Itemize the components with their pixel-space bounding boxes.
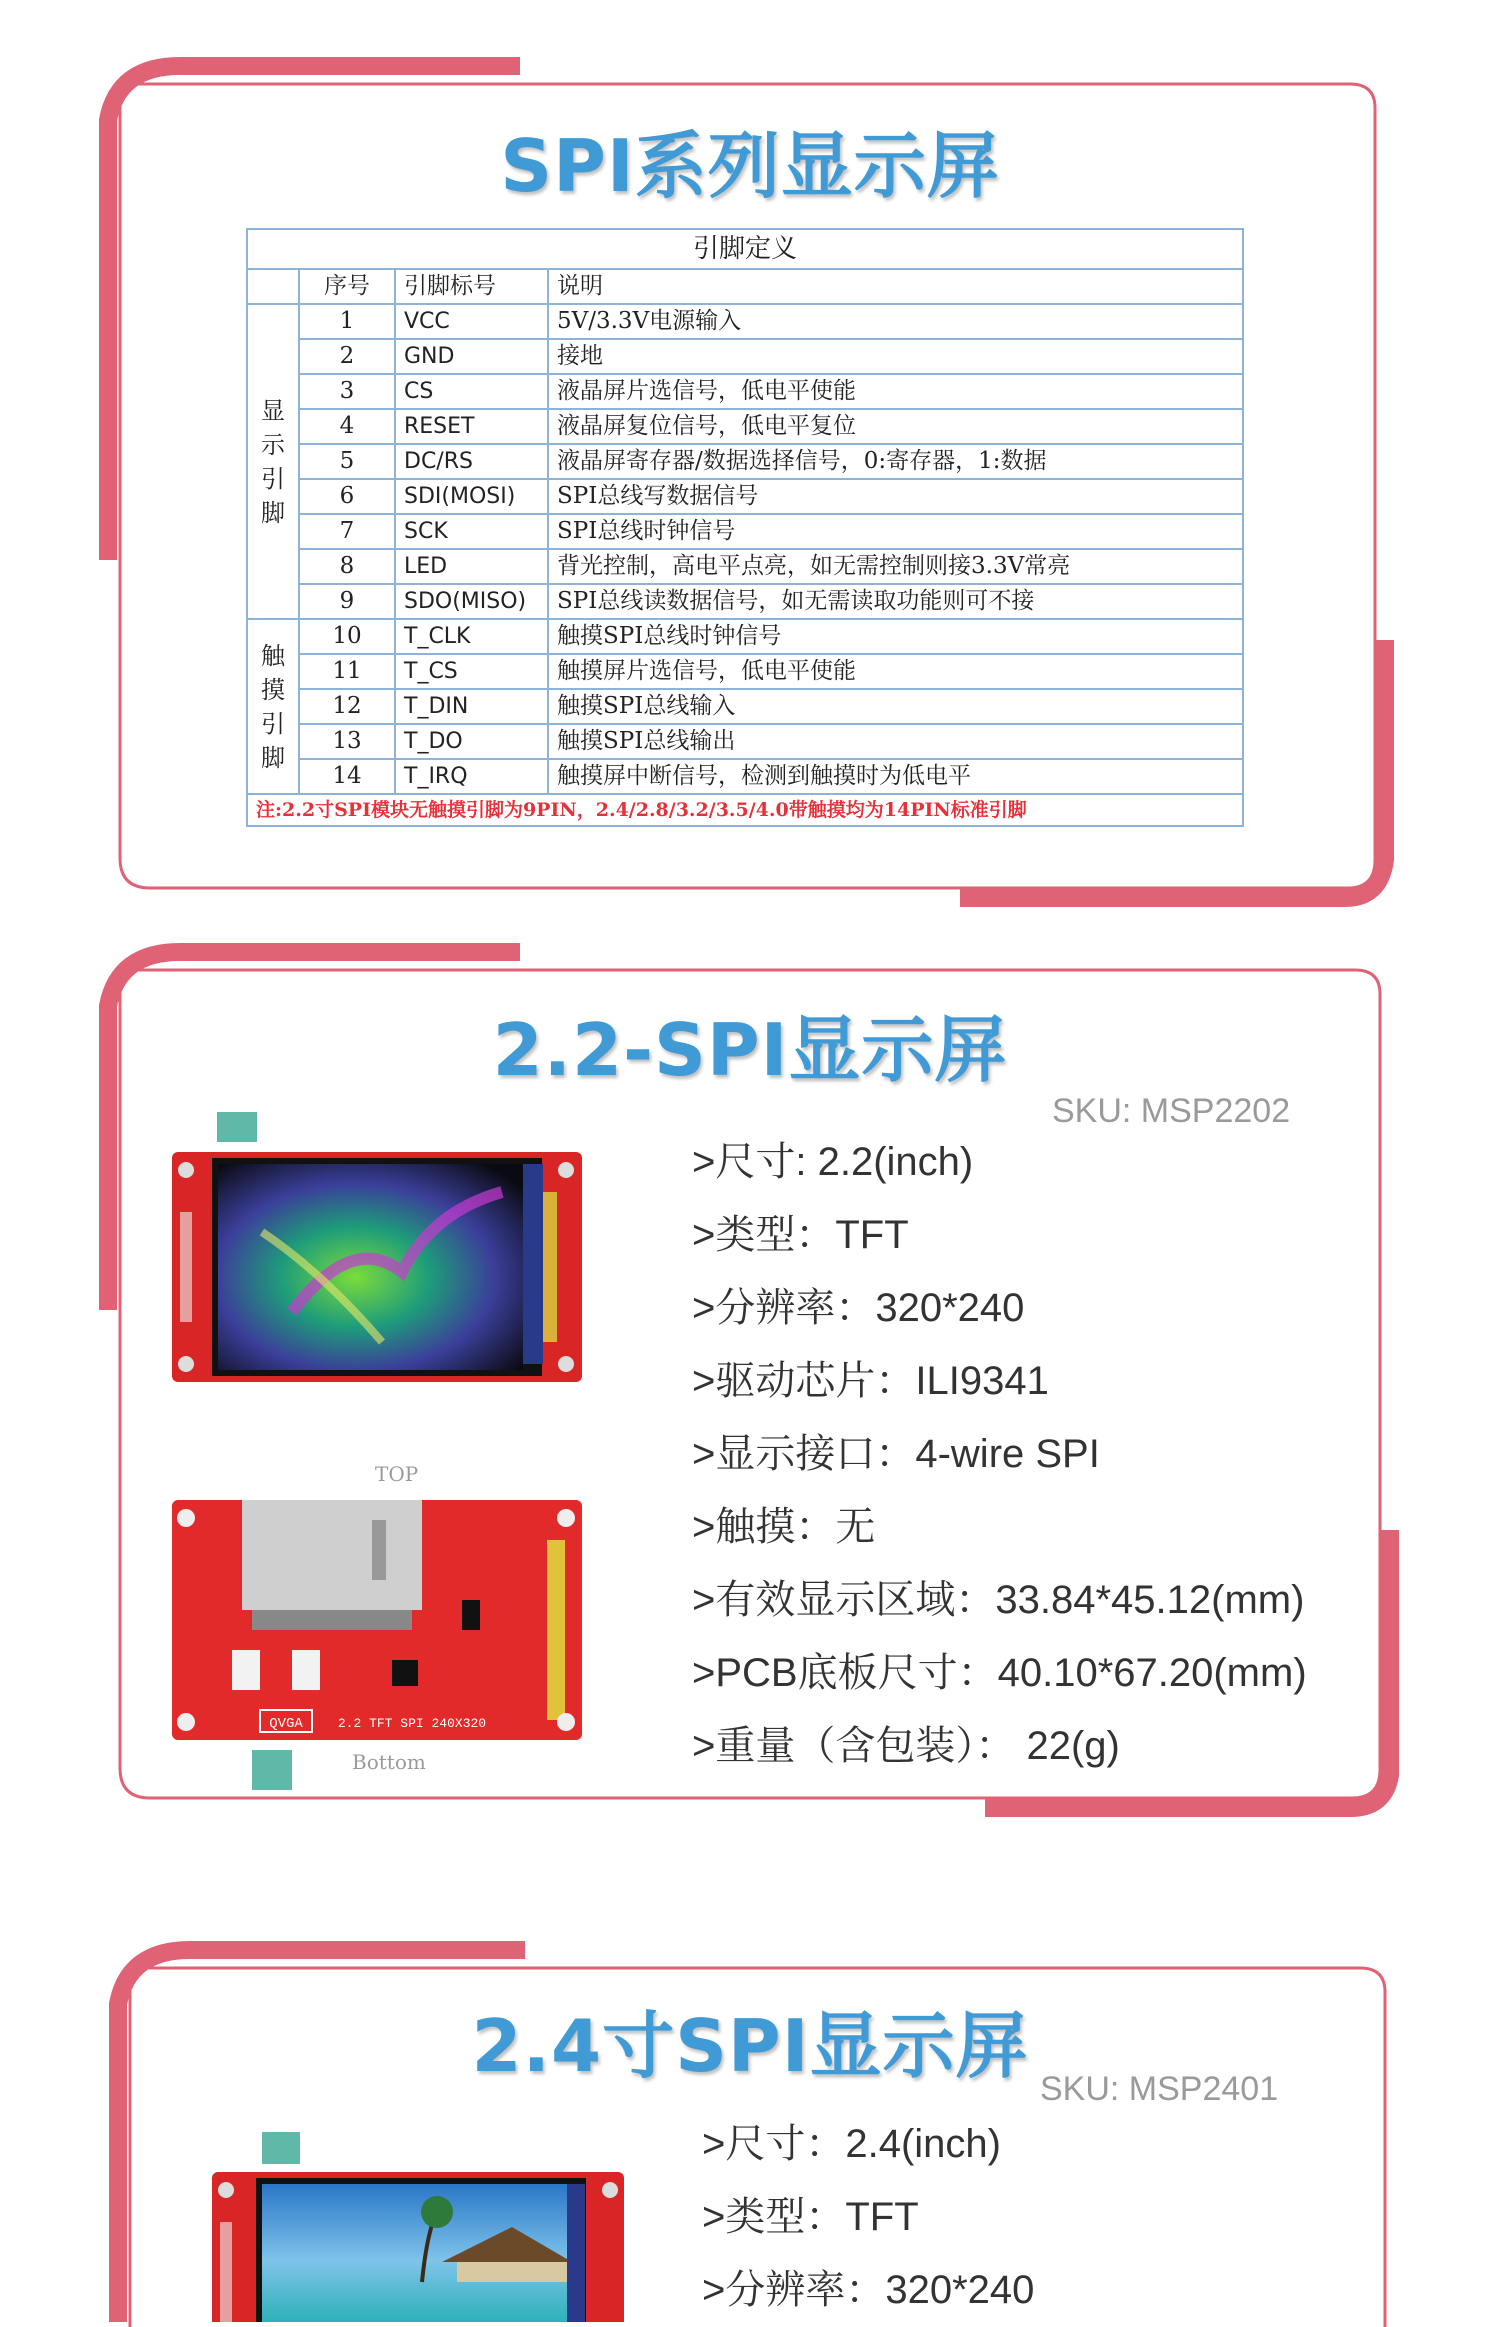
table-note: 注:2.2寸SPI模块无触摸引脚为9PIN，2.4/2.8/3.2/3.5/4.0带触摸均为14PIN标准引脚: [247, 794, 1243, 826]
table-row: [247, 759, 1243, 794]
table-row: [247, 584, 1243, 619]
board-marking: 2.2 TFT SPI 240X320: [337, 1716, 487, 1731]
row-number: 6: [299, 479, 395, 514]
qvga-marking: QVGA: [269, 1716, 303, 1732]
row-pin: SCK: [395, 514, 548, 549]
row-number: 8: [299, 549, 395, 584]
row-number: 12: [299, 689, 395, 724]
table-row: [247, 444, 1243, 479]
row-description: 接地: [548, 339, 1243, 374]
row-description: 液晶屏片选信号，低电平使能: [548, 374, 1243, 409]
row-number: 5: [299, 444, 395, 479]
row-pin: SDO(MISO): [395, 584, 548, 619]
group-label-touch: 触 摸 引 脚: [247, 619, 299, 794]
row-pin: T_IRQ: [395, 759, 548, 794]
group-label-display: 显 示 引 脚: [247, 304, 299, 619]
row-pin: CS: [395, 374, 548, 409]
spec-resolution: >分辨率：320*240: [692, 1286, 1025, 1330]
lcd-top-photo: [172, 1112, 592, 1412]
table-row: [247, 654, 1243, 689]
row-pin: T_CLK: [395, 619, 548, 654]
table-row: [247, 619, 1243, 654]
table-header-desc: 说明: [548, 269, 1243, 304]
spec-size: >尺寸：2.4(inch): [702, 2122, 1001, 2166]
sku-label: SKU: MSP2401: [1040, 2070, 1279, 2108]
row-description: 触摸SPI总线输出: [548, 724, 1243, 759]
row-description: 触摸SPI总线输入: [548, 689, 1243, 724]
spec-size: >尺寸: 2.2(inch): [692, 1140, 974, 1184]
table-note-row: [247, 794, 1243, 826]
top-label: TOP: [375, 1462, 419, 1486]
row-number: 9: [299, 584, 395, 619]
spec-list: [692, 1126, 1307, 1783]
spec-resolution: >分辨率：320*240: [702, 2268, 1035, 2312]
page-title: SPI系列显示屏: [500, 124, 1000, 208]
product-card-2-4: [0, 1900, 1500, 2322]
row-description: 背光控制，高电平点亮，如无需控制则接3.3V常亮: [548, 549, 1243, 584]
row-number: 4: [299, 409, 395, 444]
row-description: 5V/3.3V电源输入: [548, 304, 1243, 339]
row-number: 11: [299, 654, 395, 689]
product-title: 2.2-SPI显示屏: [492, 1008, 1008, 1092]
row-description: 触摸SPI总线时钟信号: [548, 619, 1243, 654]
row-number: 7: [299, 514, 395, 549]
spec-driver: >驱动芯片：ILI9341: [692, 1359, 1049, 1403]
row-description: 液晶屏寄存器/数据选择信号，0:寄存器，1:数据: [548, 444, 1243, 479]
row-pin: T_DIN: [395, 689, 548, 724]
row-description: 触摸屏中断信号，检测到触摸时为低电平: [548, 759, 1243, 794]
row-number: 1: [299, 304, 395, 339]
spec-pcb-size: >PCB底板尺寸：40.10*67.20(mm): [692, 1651, 1307, 1695]
row-pin: RESET: [395, 409, 548, 444]
pin-table: [246, 228, 1244, 827]
row-description: 液晶屏复位信号，低电平复位: [548, 409, 1243, 444]
row-pin: LED: [395, 549, 548, 584]
row-description: SPI总线写数据信号: [548, 479, 1243, 514]
row-number: 14: [299, 759, 395, 794]
spec-touch: >触摸：无: [692, 1505, 876, 1549]
lcd-top-photo: [212, 2132, 632, 2322]
pin-table-caption: 引脚定义: [247, 229, 1243, 269]
pin-definition-card: [0, 0, 1500, 920]
table-row: [247, 514, 1243, 549]
spec-active-area: >有效显示区域：33.84*45.12(mm): [692, 1578, 1305, 1622]
spec-type: >类型：TFT: [702, 2195, 919, 2239]
row-number: 10: [299, 619, 395, 654]
table-row: [247, 409, 1243, 444]
table-row: [247, 339, 1243, 374]
table-header-blank: [247, 269, 299, 304]
sku-label: SKU: MSP2202: [1052, 1092, 1291, 1130]
table-row: [247, 374, 1243, 409]
table-header-no: 序号: [299, 269, 395, 304]
row-pin: VCC: [395, 304, 548, 339]
row-pin: SDI(MOSI): [395, 479, 548, 514]
row-number: 13: [299, 724, 395, 759]
row-pin: GND: [395, 339, 548, 374]
row-pin: DC/RS: [395, 444, 548, 479]
row-description: 触摸屏片选信号，低电平使能: [548, 654, 1243, 689]
table-row: [247, 689, 1243, 724]
table-header-pin: 引脚标号: [395, 269, 548, 304]
spec-type: >类型：TFT: [692, 1213, 909, 1257]
spec-weight: >重量（含包装）： 22(g): [692, 1724, 1120, 1768]
table-row: [247, 549, 1243, 584]
bottom-label: Bottom: [352, 1750, 426, 1774]
row-number: 2: [299, 339, 395, 374]
spec-interface: >显示接口：4-wire SPI: [692, 1432, 1100, 1476]
table-row: [247, 479, 1243, 514]
row-pin: T_DO: [395, 724, 548, 759]
table-row: [247, 724, 1243, 759]
row-description: SPI总线读数据信号，如无需读取功能则可不接: [548, 584, 1243, 619]
row-pin: T_CS: [395, 654, 548, 689]
row-number: 3: [299, 374, 395, 409]
product-title: 2.4寸SPI显示屏: [471, 2004, 1029, 2088]
product-card-2-2: [0, 930, 1500, 1810]
row-description: SPI总线时钟信号: [548, 514, 1243, 549]
table-row: [247, 304, 1243, 339]
spec-list: [702, 2108, 1034, 2327]
